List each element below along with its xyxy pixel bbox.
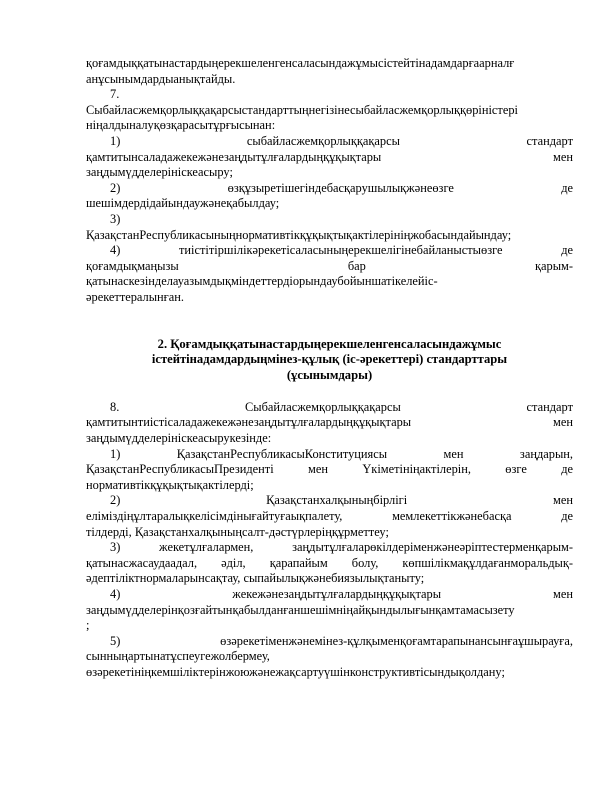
text-line: 2) өзқұзыретішегіндебасқарушылықжәнеөзге де bbox=[110, 180, 573, 195]
text-line: қатынаскезінделауазымдықміндеттердіорындаубойыншатікелейіс- bbox=[86, 274, 438, 289]
text-line: Сыбайласжемқорлыққақарсыстандарттыңнегізінесыбайласжемқорлыққөріністері bbox=[86, 102, 518, 117]
text-line: анұсынымдардыанықтайды. bbox=[86, 71, 236, 86]
text-line: заңдымүдделерініскеасыру; bbox=[86, 165, 233, 180]
text-line: сынныңартынатұспеугежолбермеу, bbox=[86, 649, 270, 664]
text-line: қамтитынтиістісаладажекежәнезаңдытұлғалардыңқұқықтары мен bbox=[86, 415, 573, 430]
text-line: 2) Қазақстанхалқыныңбірлігі мен bbox=[110, 493, 573, 508]
spacer bbox=[86, 384, 573, 400]
text-line: тілдерді, Қазақстанхалқыныңсалт-дәстүрлеріңқұрметтеу; bbox=[86, 524, 389, 539]
text-line: өзәрекетініңкемшіліктерінжоюжәнежақсартуүшінконструктивтісындықолдану; bbox=[86, 664, 505, 679]
section-heading-line-3: (ұсынымдары) bbox=[286, 368, 373, 383]
text-line: ; bbox=[86, 618, 90, 633]
text-line: заңдымүдделерінқозғайтынқабылданғаншешімніңайқындылығынқамтамасызету bbox=[86, 602, 515, 617]
text-line: 4) тиістітіршілікәрекетісаласыныңерекшелігінебайланыстыөзге де bbox=[110, 243, 573, 258]
text-line: 4) жекежәнезаңдытұлғалардыңқұқықтары мен bbox=[110, 587, 573, 602]
text-line: 3) bbox=[110, 211, 121, 226]
text-line: әрекеттералынған. bbox=[86, 289, 184, 304]
text-line: 1) сыбайласжемқорлыққақарсы стандарт bbox=[110, 133, 573, 148]
text-line: әдептіліктнормаларынсақтау, сыпайылықжәнебиязылықтаныту; bbox=[86, 571, 425, 586]
text-line: ніңалдыналуқөзқарасытұрғысынан: bbox=[86, 118, 276, 133]
text-line: 5) өзәрекетіменжәнемінез-құлқыменқоғамтарапынансынғаұшырауға, bbox=[110, 633, 573, 648]
text-line: ҚазақстанРеспубликасыПрезиденті мен Үкіметініңактілерін, өзге де bbox=[86, 462, 573, 477]
text-line: еліміздіңұлтаралықкелісімдінығайтуғаықпалету, мемлекеттікжәнебасқа де bbox=[86, 509, 573, 524]
section-heading bbox=[86, 337, 573, 384]
text-line: қатынасжасаудаадал, әділ, қарапайым болу, көпшілікмақұлдағанморальдық- bbox=[86, 555, 573, 570]
section-heading-line-1: 2. Қоғамдыққатынастардыңерекшеленгенсаласындажұмыс bbox=[157, 336, 502, 351]
text-line: 7. bbox=[110, 87, 120, 102]
section-heading-line-2: істейтінадамдардыңмінез-құлық (іс-әрекеттері) стандарттары bbox=[151, 352, 508, 367]
text-line: қоғамдықмаңызы бар қарым- bbox=[86, 258, 573, 273]
top-text-block bbox=[86, 56, 573, 306]
text-line: 3) жекетұлғалармен, заңдытұлғаларөкілдеріменжәнеәріптестерменқарым- bbox=[110, 540, 573, 555]
text-line: қоғамдыққатынастардыңерекшеленгенсаласындажұмысістейтінадамдарғаарналғ bbox=[86, 56, 515, 70]
bottom-text-block bbox=[86, 400, 573, 681]
text-line: заңдымүдделерініскеасырукезінде: bbox=[86, 431, 272, 446]
text-line: ҚазақстанРеспубликасыныңнормативтікқұқықтықактілерініңжобасындайындау; bbox=[86, 227, 512, 242]
text-line: 8. Сыбайласжемқорлыққақарсы стандарт bbox=[110, 399, 573, 414]
spacer bbox=[86, 306, 573, 337]
text-line: нормативтікқұқықтықактілерді; bbox=[86, 477, 254, 492]
text-line: қамтитынсаладажекежәнезаңдытұлғалардыңқұқықтары мен bbox=[86, 149, 573, 164]
text-line: шешімдердідайындаужәнеқабылдау; bbox=[86, 196, 280, 211]
text-line: 1) ҚазақстанРеспубликасыКонституциясы мен заңдарын, bbox=[110, 446, 573, 461]
document-body bbox=[86, 56, 573, 681]
